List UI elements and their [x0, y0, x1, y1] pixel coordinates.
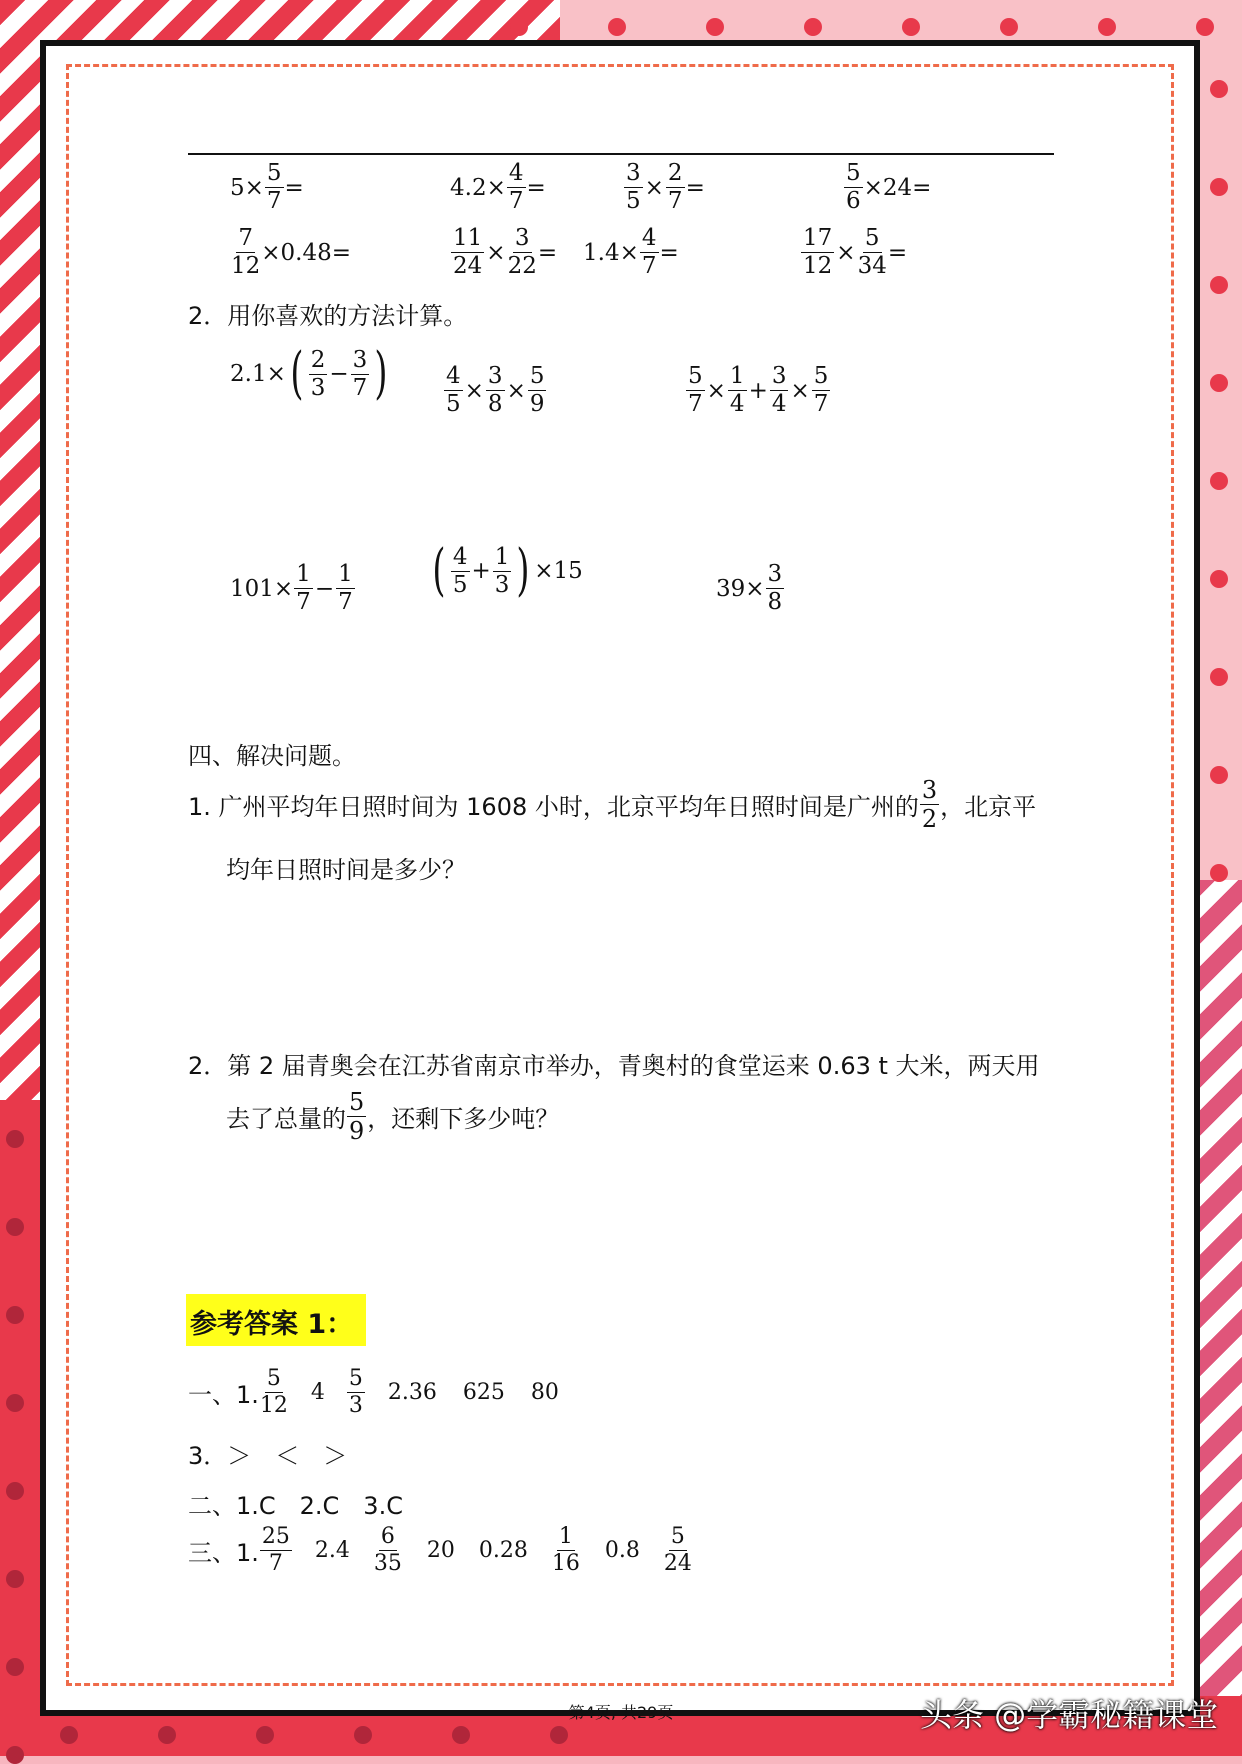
- text: 39×: [716, 575, 765, 602]
- fraction: $\frac{11}{24}$: [453, 225, 483, 279]
- fraction: $\frac{17}{12}$: [803, 225, 833, 279]
- section-4-title: 四、解决问题。: [188, 742, 356, 770]
- fraction: $\frac{5}{7}$: [688, 363, 703, 417]
- text: 2.1×: [230, 361, 286, 387]
- operator: ×: [836, 239, 856, 266]
- left-paren: (: [432, 538, 446, 603]
- problem-1-line-1: [188, 778, 1036, 831]
- fraction: $\frac{1}{7}$: [338, 561, 353, 615]
- answer-line-3: 二、1.C 2.C 3.C: [188, 1492, 403, 1520]
- question-2-title: 2．用你喜欢的方法计算。: [188, 302, 468, 330]
- fraction: $\frac{3}{5}$: [626, 160, 641, 214]
- answer-title: 参考答案 1：: [190, 1309, 354, 1340]
- calc-expr-5: [428, 538, 583, 603]
- top-rule: [188, 153, 1054, 155]
- text: 4.2×: [450, 174, 506, 201]
- fraction: $\frac{3}{22}$: [507, 225, 537, 279]
- text: ×24=: [863, 174, 932, 201]
- text: =: [537, 239, 558, 266]
- right-paren: ): [374, 341, 388, 406]
- calc-expr-1: [230, 341, 392, 406]
- calc-expr-6: [716, 563, 785, 614]
- fraction: $\frac{7}{12}$: [231, 225, 261, 279]
- text: 三、1.: [188, 1539, 259, 1567]
- fraction: $\frac{3}{7}$: [352, 346, 368, 401]
- operator: ×: [644, 174, 664, 201]
- text: ，还剩下多少吨？: [367, 1105, 560, 1133]
- fraction: $\frac{4}{5}$: [446, 363, 461, 417]
- left-paren: (: [290, 341, 304, 406]
- text: 2.36: [387, 1380, 437, 1405]
- fraction: $\frac{4}{7}$: [641, 225, 657, 279]
- expr-r2-2: [450, 227, 557, 278]
- operator: −: [314, 575, 335, 602]
- fraction: $\frac{5}{3}$: [348, 1366, 363, 1418]
- fraction: $\frac{5}{34}$: [857, 225, 887, 279]
- fraction: $\frac{5}{9}$: [529, 363, 545, 417]
- fraction: $\frac{4}{7}$: [508, 160, 524, 214]
- text: =: [526, 174, 546, 201]
- problem-2-line-2: [226, 1090, 559, 1143]
- watermark: 头条 @学霸秘籍课堂: [920, 1696, 1219, 1734]
- operator: ×: [464, 377, 484, 404]
- fraction: $\frac{2}{3}$: [310, 346, 326, 401]
- fraction: $\frac{1}{16}$: [551, 1524, 580, 1576]
- text: ，北京平: [940, 793, 1037, 821]
- calc-expr-3: [685, 365, 831, 416]
- operator: ×: [506, 377, 526, 404]
- operator: ×: [790, 377, 810, 404]
- expr-r1-3: [623, 162, 705, 213]
- text: ×15: [534, 558, 583, 584]
- expr-r2-3: [583, 227, 679, 278]
- fraction: $\frac{5}{7}$: [266, 160, 282, 214]
- problem-1-line-2: 均年日照时间是多少？: [226, 856, 466, 884]
- fraction: $\frac{5}{12}$: [259, 1366, 288, 1418]
- text: 去了总量的: [226, 1105, 346, 1133]
- text: =: [685, 174, 705, 201]
- text: 0.28: [478, 1538, 528, 1563]
- text: 5×: [230, 174, 264, 201]
- fraction: $\frac{4}{5}$: [452, 543, 468, 598]
- operator: ×: [706, 377, 726, 404]
- text: 20: [426, 1538, 455, 1563]
- text: 1.4×: [583, 239, 639, 266]
- fraction: $\frac{6}{35}$: [373, 1524, 402, 1576]
- operator: ×: [486, 239, 506, 266]
- fraction: $\frac{1}{4}$: [729, 363, 745, 417]
- fraction: $\frac{1}{7}$: [296, 561, 311, 615]
- expr-r1-1: [230, 162, 304, 213]
- text: =: [887, 239, 908, 266]
- text: 2.4: [314, 1538, 350, 1563]
- text: 1. 广州平均年日照时间为 1608 小时，北京平均年日照时间是广州的: [188, 793, 919, 821]
- fraction: $\frac{3}{8}$: [487, 363, 503, 417]
- text: 625: [462, 1380, 505, 1405]
- page-footer: 第4页, 共29页: [568, 1703, 674, 1722]
- text: 4: [310, 1380, 325, 1405]
- text: ×0.48=: [261, 239, 352, 266]
- fraction: $\frac{3}{4}$: [771, 363, 787, 417]
- fraction: $\frac{2}{7}$: [667, 160, 683, 214]
- text: =: [659, 239, 679, 266]
- expr-r2-4: [800, 227, 907, 278]
- fraction: $\frac{5}{6}$: [846, 160, 861, 214]
- fraction: $\frac{5}{7}$: [813, 363, 829, 417]
- fraction: $\frac{5}{24}$: [663, 1524, 692, 1576]
- text: 101×: [230, 575, 294, 602]
- operator: +: [748, 377, 768, 404]
- fraction: $\frac{3}{2}$: [921, 776, 938, 833]
- problem-2-line-1: 2．第 2 届青奥会在江苏省南京市举办，青奥村的食堂运来 0.63 t 大米，两天用: [188, 1052, 1040, 1080]
- expr-r1-4: [843, 162, 931, 213]
- answer-line-4: [188, 1526, 693, 1575]
- operator: +: [471, 558, 491, 584]
- expr-r2-1: [230, 227, 351, 278]
- fraction: $\frac{3}{8}$: [767, 561, 783, 615]
- calc-expr-4: [230, 563, 356, 614]
- text: =: [284, 174, 304, 201]
- text: 80: [530, 1380, 559, 1405]
- fraction: $\frac{25}{7}$: [261, 1524, 290, 1576]
- text: 0.8: [604, 1538, 640, 1563]
- operator: −: [329, 361, 349, 387]
- fraction: $\frac{1}{3}$: [494, 543, 510, 598]
- text: 一、1.: [188, 1381, 259, 1409]
- calc-expr-2: [443, 365, 547, 416]
- expr-r1-2: [450, 162, 546, 213]
- right-paren: ): [516, 538, 530, 603]
- fraction: $\frac{5}{9}$: [349, 1088, 365, 1145]
- answer-line-1: [188, 1368, 559, 1417]
- answer-line-2: 3．＞ ＜ ＞: [188, 1442, 348, 1470]
